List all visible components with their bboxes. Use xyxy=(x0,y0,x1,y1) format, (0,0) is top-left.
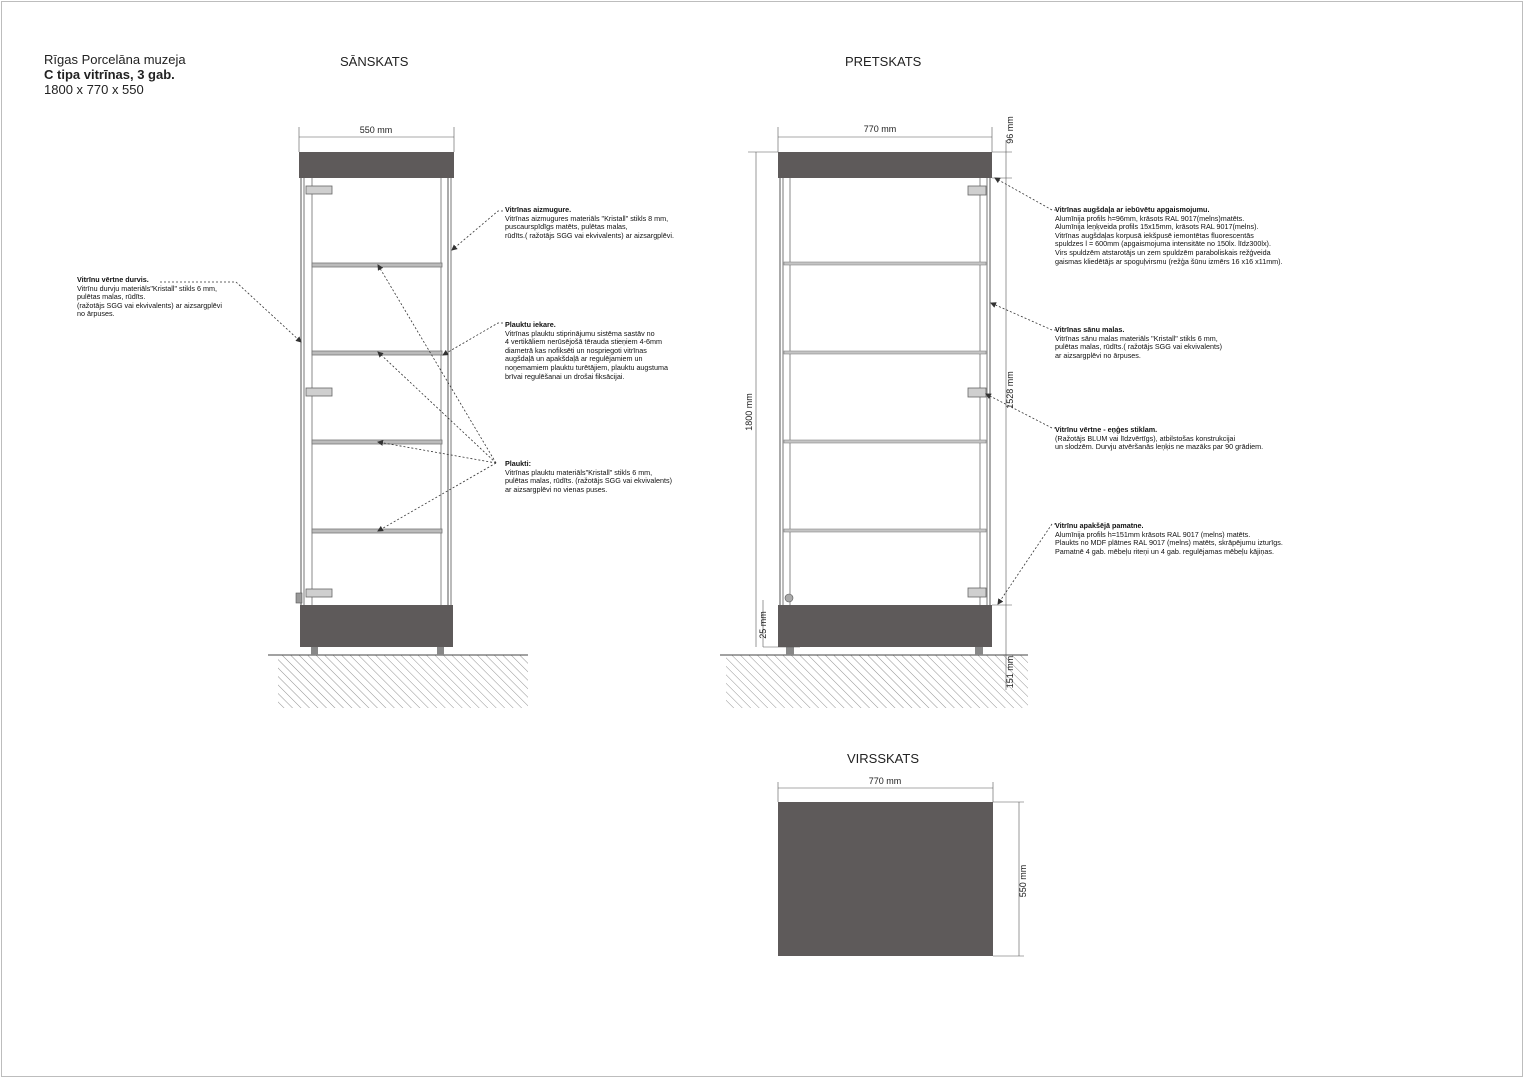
note-aizmugure xyxy=(505,206,674,240)
note-line: Virs spuldzēm atstarotājs un zem spuldzēm paraboliskais režģveida xyxy=(1055,247,1271,257)
note-line: noņemamiem plauktu turētājiem, plauktu augstuma xyxy=(505,362,669,372)
front-shelf xyxy=(784,440,986,443)
front-top xyxy=(778,152,992,178)
side-shelf xyxy=(312,351,442,355)
front-shelf xyxy=(784,529,986,532)
front-hinge xyxy=(968,588,986,597)
top-view-body xyxy=(778,802,993,956)
front-width-dim: 770 mm xyxy=(863,124,897,134)
note-line: Vitrīnu durvju materiāls"Kristall" stikls 6 mm, xyxy=(77,283,217,293)
note-line: Vitrīnas plauktu stiprinājumu sistēma sastāv no xyxy=(505,328,655,338)
note-line: brīvai regulēšanai un drošai fiksācijai. xyxy=(505,371,625,381)
note-line: Vitrīnas aizmugures materiāls "Kristall" stikls 8 mm, xyxy=(505,213,669,223)
note-title: Vitrīnu vērtne durvis. xyxy=(77,275,149,284)
note-line: (ražotājs SGG vai ekvivalents) ar aizsargplēvi xyxy=(77,300,222,310)
note-line: augšdaļā un apakšdaļā ar regulējamiem un xyxy=(505,354,643,364)
front-view-title: PRETSKATS xyxy=(845,54,922,69)
front-lock xyxy=(785,594,793,602)
note-line: no ārpuses. xyxy=(77,309,115,319)
note-line: Alumīnija profils h=96mm, krāsots RAL 9017(melns)matēts. xyxy=(1055,213,1245,223)
side-hinge xyxy=(306,388,332,396)
note-line: pulētas malas, rūdīts. xyxy=(77,292,146,302)
note-line: ar aizsargplēvi no vienas puses. xyxy=(505,484,608,494)
note-sanu xyxy=(1055,326,1222,360)
note-title: Plaukti: xyxy=(505,459,531,468)
note-line: Alumīnija leņķveida profils 15x15mm, krāsots RAL 9017(melns). xyxy=(1055,222,1259,232)
top-width-dim: 770 mm xyxy=(868,776,902,786)
title-item: C tipa vitrīnas, 3 gab. xyxy=(44,67,175,82)
side-view xyxy=(268,125,528,708)
front-foot xyxy=(786,647,794,655)
note-line: (Ražotājs BLUM vai līdzvērtīgs), atbilstošas konstrukcijai xyxy=(1055,433,1236,443)
front-foot xyxy=(975,647,983,655)
side-base xyxy=(300,605,453,647)
leader-iekare xyxy=(443,323,503,355)
front-shelf xyxy=(784,262,986,265)
leader-plaukti xyxy=(378,265,496,463)
leader-plaukti xyxy=(378,352,496,463)
note-line: un slodzēm. Durvju atvēršanās leņķis ne mazāks par 90 grādiem. xyxy=(1055,442,1264,452)
note-line: pulētas malas, rūdīts.( ražotājs SGG vai ekvivalents) xyxy=(1055,342,1222,352)
side-view-title: SĀNSKATS xyxy=(340,54,409,69)
note-pamatne xyxy=(1055,522,1283,556)
leader-plaukti xyxy=(378,463,496,531)
side-ground xyxy=(278,655,528,708)
note-line: Plaukts no MDF plātnes RAL 9017 (melns) matēts, skrāpējumu izturīgs. xyxy=(1055,538,1283,548)
title-museum: Rīgas Porcelāna muzeja xyxy=(44,52,186,67)
note-augsdala xyxy=(1055,206,1283,266)
note-line: 4 vertikāliem nerūsējošā tērauda stieņiem 4-6mm xyxy=(505,337,662,347)
side-shelf xyxy=(312,529,442,533)
note-title: Vitrīnu vērtne - eņģes stiklam. xyxy=(1055,425,1158,434)
leader-augsdala xyxy=(995,178,1056,210)
note-title: Vitrīnas sānu malas. xyxy=(1055,325,1125,334)
side-foot xyxy=(311,647,318,655)
note-plaukti xyxy=(505,460,672,494)
note-line: Vitrīnas plauktu materiāls"Kristall" stikls 6 mm, xyxy=(505,467,653,477)
front-base-dim: 151 mm xyxy=(1005,655,1015,689)
leader-lines xyxy=(160,178,1056,604)
front-hinge xyxy=(968,388,986,397)
note-line: Alumīnija profils h=151mm krāsots RAL 9017 (melns) matēts. xyxy=(1055,529,1251,539)
side-shelf xyxy=(312,440,442,444)
leader-pamatne xyxy=(998,524,1056,604)
note-line: spuldzes l = 600mm (apgaismojuma intensitāte no 150lx. līdz300lx). xyxy=(1055,239,1271,249)
side-hinge xyxy=(306,589,332,597)
front-gap-dim: 25 mm xyxy=(758,611,768,639)
note-line: rūdīts.( ražotājs SGG vai ekvivalents) ar aizsargplēvi. xyxy=(505,230,674,240)
side-foot xyxy=(437,647,444,655)
leader-sanu xyxy=(991,303,1056,330)
front-view xyxy=(720,116,1028,708)
side-shelf xyxy=(312,263,442,267)
note-line: Vitrīnas augšdaļas korpusā iekšpusē iemontētas fluorescentās xyxy=(1055,230,1254,240)
front-shelf xyxy=(784,351,986,354)
top-view-title: VIRSSKATS xyxy=(847,751,920,766)
note-title: Vitrīnas aizmugure. xyxy=(505,205,572,214)
note-engas xyxy=(1055,426,1263,452)
leader-engas xyxy=(986,394,1056,428)
front-glass-dim: 1528 mm xyxy=(1005,371,1015,409)
note-title: Vitrīnu apakšējā pamatne. xyxy=(1055,521,1144,530)
note-iekare xyxy=(505,321,668,381)
front-ground xyxy=(726,655,1028,708)
note-line: puscaurspīdīgs matēts, pulētas malas, xyxy=(505,222,628,232)
note-durvis xyxy=(77,276,222,319)
side-top xyxy=(299,152,454,178)
title-dimensions: 1800 x 770 x 550 xyxy=(44,82,144,97)
front-base xyxy=(778,605,992,647)
note-line: Vitrīnas sānu malas materiāls "Kristall" stikls 6 mm, xyxy=(1055,333,1218,343)
side-hinge xyxy=(306,186,332,194)
note-line: diametrā kas nofiksēti un nospriegoti vitrīnas xyxy=(505,345,647,355)
leader-aizmugure xyxy=(452,211,503,250)
note-line: ar aizsargplēvi no ārpuses. xyxy=(1055,350,1141,360)
front-hinge xyxy=(968,186,986,195)
front-height-dim: 1800 mm xyxy=(744,393,754,431)
note-line: Pamatnē 4 gab. mēbeļu riteņi un 4 gab. regulējamas mēbeļu kājiņas. xyxy=(1055,546,1274,556)
front-top-dim: 96 mm xyxy=(1005,116,1015,144)
title-block xyxy=(44,52,186,97)
side-width-dim: 550 mm xyxy=(359,125,393,135)
leader-plaukti xyxy=(378,442,496,463)
side-lock xyxy=(296,593,302,603)
note-line: gaismas kliedētājs ar spoguļvirsmu (režģa šūnu izmērs 16 x16 x11mm). xyxy=(1055,256,1283,266)
note-title: Vitrīnas augšdaļa ar iebūvētu apgaismojumu. xyxy=(1055,205,1210,214)
top-view xyxy=(778,776,1028,956)
top-depth-dim: 550 mm xyxy=(1018,864,1028,898)
note-title: Plauktu iekare. xyxy=(505,320,556,329)
note-line: pulētas malas, rūdīts. (ražotājs SGG vai ekvivalents) xyxy=(505,476,672,486)
